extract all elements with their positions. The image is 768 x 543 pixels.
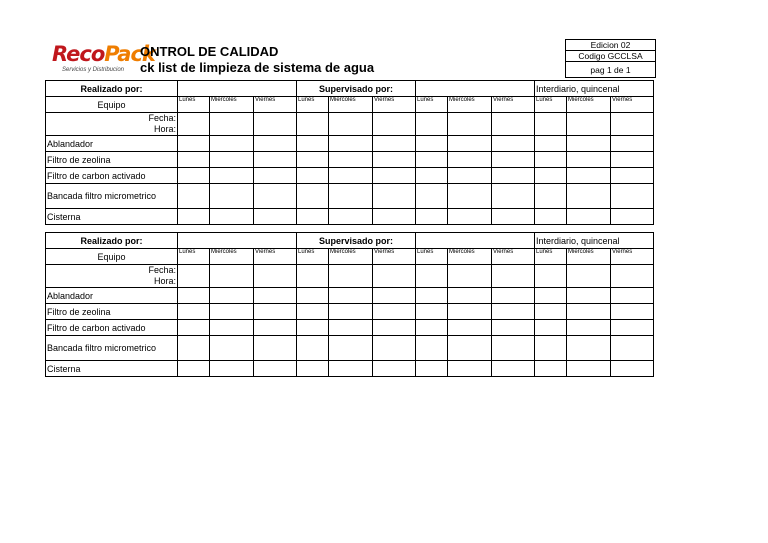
check-cell[interactable] bbox=[448, 184, 492, 209]
check-cell[interactable] bbox=[210, 320, 254, 336]
check-cell[interactable] bbox=[611, 136, 654, 152]
check-cell[interactable] bbox=[329, 168, 373, 184]
check-cell[interactable] bbox=[210, 184, 254, 209]
hora-label: Hora: bbox=[153, 124, 176, 134]
date-cell[interactable] bbox=[329, 265, 373, 288]
check-cell[interactable] bbox=[254, 320, 297, 336]
date-cell[interactable] bbox=[254, 265, 297, 288]
equipment-label: Cisterna bbox=[46, 209, 178, 225]
realizado-input[interactable] bbox=[178, 233, 297, 249]
check-cell[interactable] bbox=[254, 336, 297, 361]
document-subtitle: ck list de limpieza de sistema de agua bbox=[140, 60, 375, 75]
date-cell[interactable] bbox=[492, 265, 535, 288]
check-cell[interactable] bbox=[416, 320, 448, 336]
check-cell[interactable] bbox=[448, 168, 492, 184]
date-cell[interactable] bbox=[329, 113, 373, 136]
check-cell[interactable] bbox=[254, 136, 297, 152]
hora-label: Hora: bbox=[153, 276, 176, 286]
day-header: Miercoles bbox=[329, 249, 373, 265]
check-cell[interactable] bbox=[535, 304, 567, 320]
day-header: Miercoles bbox=[567, 97, 611, 113]
check-cell[interactable] bbox=[178, 304, 210, 320]
date-cell[interactable] bbox=[373, 113, 416, 136]
frequency-label: Interdiario, quincenal bbox=[535, 81, 654, 97]
check-cell[interactable] bbox=[373, 304, 416, 320]
check-cell[interactable] bbox=[297, 304, 329, 320]
check-cell[interactable] bbox=[611, 152, 654, 168]
day-header: Lunes bbox=[178, 249, 210, 265]
realizado-label: Realizado por: bbox=[46, 233, 178, 249]
check-cell[interactable] bbox=[373, 152, 416, 168]
check-cell[interactable] bbox=[178, 152, 210, 168]
check-cell[interactable] bbox=[178, 168, 210, 184]
logo-wordmark: RecoPack bbox=[52, 42, 155, 66]
check-cell[interactable] bbox=[210, 304, 254, 320]
date-cell[interactable] bbox=[611, 113, 654, 136]
day-header: Miercoles bbox=[448, 97, 492, 113]
check-cell[interactable] bbox=[254, 209, 297, 225]
day-header: Miercoles bbox=[210, 97, 254, 113]
day-header: Lunes bbox=[297, 97, 329, 113]
check-cell[interactable] bbox=[416, 336, 448, 361]
check-cell[interactable] bbox=[297, 136, 329, 152]
check-cell[interactable] bbox=[254, 361, 297, 377]
day-header: Lunes bbox=[535, 97, 567, 113]
day-header: Viernes bbox=[254, 249, 297, 265]
fecha-hora-labels bbox=[46, 113, 178, 136]
check-cell[interactable] bbox=[535, 136, 567, 152]
check-cell[interactable] bbox=[297, 361, 329, 377]
date-cell[interactable] bbox=[416, 113, 448, 136]
fecha-label: Fecha: bbox=[148, 113, 176, 123]
logo-tagline: Servicios y Distribucion bbox=[62, 67, 125, 73]
check-cell[interactable] bbox=[611, 336, 654, 361]
check-cell[interactable] bbox=[254, 152, 297, 168]
date-cell[interactable] bbox=[297, 113, 329, 136]
check-cell[interactable] bbox=[416, 152, 448, 168]
day-header: Viernes bbox=[373, 249, 416, 265]
check-cell[interactable] bbox=[416, 136, 448, 152]
equipment-label: Filtro de zeolina bbox=[46, 304, 178, 320]
check-cell[interactable] bbox=[416, 361, 448, 377]
date-cell[interactable] bbox=[567, 265, 611, 288]
supervisado-input[interactable] bbox=[416, 81, 535, 97]
check-cell[interactable] bbox=[210, 361, 254, 377]
check-cell[interactable] bbox=[535, 152, 567, 168]
check-cell[interactable] bbox=[567, 168, 611, 184]
day-header: Miercoles bbox=[567, 249, 611, 265]
check-cell[interactable] bbox=[567, 152, 611, 168]
check-cell[interactable] bbox=[210, 288, 254, 304]
check-cell[interactable] bbox=[373, 361, 416, 377]
check-cell[interactable] bbox=[329, 320, 373, 336]
check-cell[interactable] bbox=[492, 336, 535, 361]
check-cell[interactable] bbox=[178, 184, 210, 209]
check-cell[interactable] bbox=[448, 209, 492, 225]
day-header: Viernes bbox=[492, 249, 535, 265]
equipment-label: Filtro de zeolina bbox=[46, 152, 178, 168]
check-cell[interactable] bbox=[416, 288, 448, 304]
check-cell[interactable] bbox=[329, 152, 373, 168]
check-cell[interactable] bbox=[210, 152, 254, 168]
equipment-label: Bancada filtro micrometrico bbox=[46, 336, 178, 361]
frequency-label: Interdiario, quincenal bbox=[535, 233, 654, 249]
check-cell[interactable] bbox=[254, 304, 297, 320]
day-header: Miercoles bbox=[329, 97, 373, 113]
check-cell[interactable] bbox=[329, 209, 373, 225]
check-cell[interactable] bbox=[329, 304, 373, 320]
supervisado-label: Supervisado por: bbox=[297, 81, 416, 97]
date-cell[interactable] bbox=[254, 113, 297, 136]
check-cell[interactable] bbox=[611, 320, 654, 336]
check-cell[interactable] bbox=[329, 136, 373, 152]
date-cell[interactable] bbox=[535, 265, 567, 288]
check-cell[interactable] bbox=[254, 288, 297, 304]
check-cell[interactable] bbox=[535, 288, 567, 304]
check-cell[interactable] bbox=[611, 168, 654, 184]
date-cell[interactable] bbox=[492, 113, 535, 136]
check-cell[interactable] bbox=[448, 288, 492, 304]
document-title: ONTROL DE CALIDAD bbox=[140, 44, 279, 59]
check-cell[interactable] bbox=[416, 184, 448, 209]
check-cell[interactable] bbox=[567, 336, 611, 361]
check-cell[interactable] bbox=[178, 361, 210, 377]
equipment-label: Ablandador bbox=[46, 288, 178, 304]
checklist-table-2 bbox=[45, 232, 654, 377]
day-header: Lunes bbox=[535, 249, 567, 265]
check-cell[interactable] bbox=[492, 361, 535, 377]
check-cell[interactable] bbox=[297, 209, 329, 225]
equipment-label: Filtro de carbon activado bbox=[46, 320, 178, 336]
check-cell[interactable] bbox=[567, 184, 611, 209]
check-cell[interactable] bbox=[611, 361, 654, 377]
equipment-label: Filtro de carbon activado bbox=[46, 168, 178, 184]
day-header: Viernes bbox=[492, 97, 535, 113]
check-cell[interactable] bbox=[210, 168, 254, 184]
check-cell[interactable] bbox=[535, 184, 567, 209]
date-cell[interactable] bbox=[567, 113, 611, 136]
date-cell[interactable] bbox=[448, 265, 492, 288]
date-cell[interactable] bbox=[178, 265, 210, 288]
check-cell[interactable] bbox=[373, 184, 416, 209]
check-cell[interactable] bbox=[297, 320, 329, 336]
fecha-label: Fecha: bbox=[148, 265, 176, 275]
check-cell[interactable] bbox=[492, 304, 535, 320]
check-cell[interactable] bbox=[492, 288, 535, 304]
day-header: Lunes bbox=[416, 97, 448, 113]
check-cell[interactable] bbox=[492, 136, 535, 152]
date-cell[interactable] bbox=[448, 113, 492, 136]
check-cell[interactable] bbox=[492, 152, 535, 168]
check-cell[interactable] bbox=[567, 304, 611, 320]
edition-cell: Edicion 02 bbox=[566, 40, 656, 51]
day-header: Lunes bbox=[416, 249, 448, 265]
check-cell[interactable] bbox=[611, 288, 654, 304]
check-cell[interactable] bbox=[373, 168, 416, 184]
check-cell[interactable] bbox=[329, 361, 373, 377]
check-cell[interactable] bbox=[178, 136, 210, 152]
check-cell[interactable] bbox=[178, 320, 210, 336]
check-cell[interactable] bbox=[297, 152, 329, 168]
date-cell[interactable] bbox=[178, 113, 210, 136]
check-cell[interactable] bbox=[611, 184, 654, 209]
check-cell[interactable] bbox=[535, 336, 567, 361]
date-cell[interactable] bbox=[297, 265, 329, 288]
check-cell[interactable] bbox=[448, 336, 492, 361]
check-cell[interactable] bbox=[373, 288, 416, 304]
date-cell[interactable] bbox=[535, 113, 567, 136]
date-cell[interactable] bbox=[210, 265, 254, 288]
check-cell[interactable] bbox=[448, 136, 492, 152]
check-cell[interactable] bbox=[611, 304, 654, 320]
check-cell[interactable] bbox=[254, 184, 297, 209]
check-cell[interactable] bbox=[448, 320, 492, 336]
check-cell[interactable] bbox=[178, 336, 210, 361]
realizado-label: Realizado por: bbox=[46, 81, 178, 97]
check-cell[interactable] bbox=[297, 288, 329, 304]
day-header: Miercoles bbox=[210, 249, 254, 265]
check-cell[interactable] bbox=[416, 304, 448, 320]
day-header: Miercoles bbox=[448, 249, 492, 265]
check-cell[interactable] bbox=[373, 336, 416, 361]
equipment-label: Cisterna bbox=[46, 361, 178, 377]
realizado-input[interactable] bbox=[178, 81, 297, 97]
fecha-hora-labels bbox=[46, 265, 178, 288]
check-cell[interactable] bbox=[448, 304, 492, 320]
check-cell[interactable] bbox=[535, 361, 567, 377]
check-cell[interactable] bbox=[416, 209, 448, 225]
day-header: Viernes bbox=[373, 97, 416, 113]
check-cell[interactable] bbox=[210, 136, 254, 152]
check-cell[interactable] bbox=[567, 136, 611, 152]
equipo-label: Equipo bbox=[46, 249, 178, 265]
check-cell[interactable] bbox=[535, 168, 567, 184]
check-cell[interactable] bbox=[416, 168, 448, 184]
check-cell[interactable] bbox=[373, 136, 416, 152]
check-cell[interactable] bbox=[492, 184, 535, 209]
check-cell[interactable] bbox=[297, 168, 329, 184]
page-cell: pag 1 de 1 bbox=[566, 62, 656, 78]
check-cell[interactable] bbox=[329, 184, 373, 209]
check-cell[interactable] bbox=[297, 184, 329, 209]
check-cell[interactable] bbox=[535, 209, 567, 225]
check-cell[interactable] bbox=[210, 209, 254, 225]
equipo-label: Equipo bbox=[46, 97, 178, 113]
check-cell[interactable] bbox=[567, 288, 611, 304]
day-header: Lunes bbox=[297, 249, 329, 265]
date-cell[interactable] bbox=[210, 113, 254, 136]
equipment-label: Ablandador bbox=[46, 136, 178, 152]
check-cell[interactable] bbox=[297, 336, 329, 361]
code-cell: Codigo GCCLSA bbox=[566, 51, 656, 62]
supervisado-input[interactable] bbox=[416, 233, 535, 249]
equipment-label: Bancada filtro micrometrico bbox=[46, 184, 178, 209]
check-cell[interactable] bbox=[492, 320, 535, 336]
check-cell[interactable] bbox=[373, 209, 416, 225]
check-cell[interactable] bbox=[373, 320, 416, 336]
recopack-logo bbox=[50, 42, 155, 78]
date-cell[interactable] bbox=[416, 265, 448, 288]
check-cell[interactable] bbox=[178, 288, 210, 304]
check-cell[interactable] bbox=[178, 209, 210, 225]
check-cell[interactable] bbox=[567, 320, 611, 336]
check-cell[interactable] bbox=[492, 168, 535, 184]
check-cell[interactable] bbox=[448, 152, 492, 168]
check-cell[interactable] bbox=[567, 361, 611, 377]
check-cell[interactable] bbox=[329, 336, 373, 361]
date-cell[interactable] bbox=[611, 265, 654, 288]
day-header: Viernes bbox=[611, 249, 654, 265]
check-cell[interactable] bbox=[611, 209, 654, 225]
check-cell[interactable] bbox=[329, 288, 373, 304]
check-cell[interactable] bbox=[535, 320, 567, 336]
date-cell[interactable] bbox=[373, 265, 416, 288]
check-cell[interactable] bbox=[254, 168, 297, 184]
check-cell[interactable] bbox=[567, 209, 611, 225]
check-cell[interactable] bbox=[210, 336, 254, 361]
day-header: Lunes bbox=[178, 97, 210, 113]
day-header: Viernes bbox=[611, 97, 654, 113]
check-cell[interactable] bbox=[492, 209, 535, 225]
checklist-table-1 bbox=[45, 80, 654, 225]
supervisado-label: Supervisado por: bbox=[297, 233, 416, 249]
day-header: Viernes bbox=[254, 97, 297, 113]
document-info-box bbox=[565, 39, 656, 78]
check-cell[interactable] bbox=[448, 361, 492, 377]
